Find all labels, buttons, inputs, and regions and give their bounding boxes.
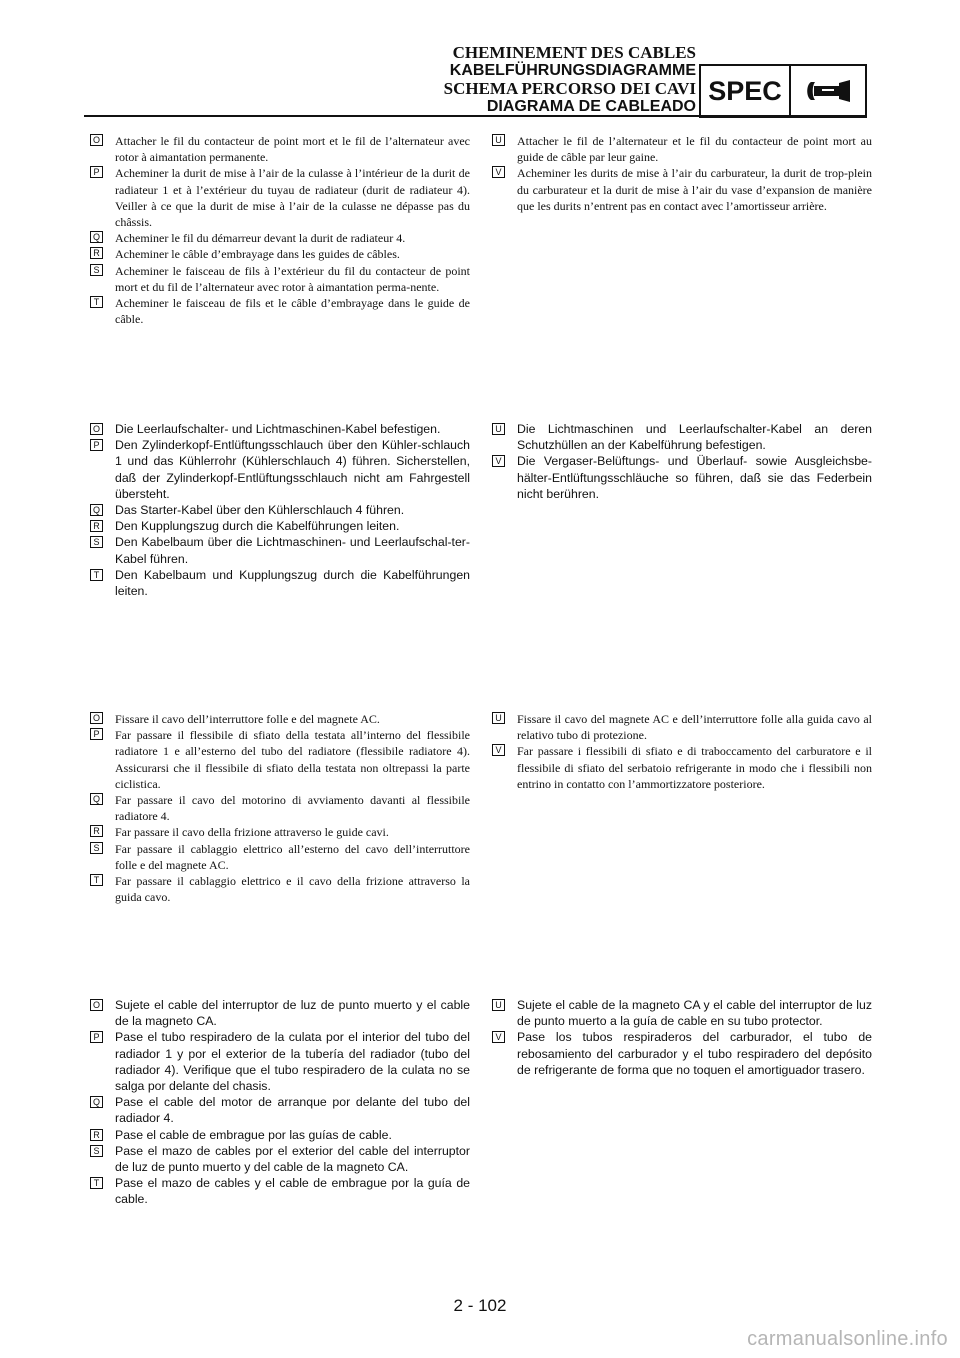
instruction-text: Den Zylinderkopf-Entlüftungsschlauch über den Kühler-schlauch 1 und das Kühlerrohr (Kühlerschlauch 4) führen. Sicherstellen, daß der Zylinderkopf-Entlüftungsschlauch nicht am Fahrgestell übersteht.: [115, 438, 470, 501]
step-marker: Q: [90, 504, 103, 516]
step-marker: O: [90, 712, 103, 724]
instruction-item: [90, 841, 470, 873]
instruction-item: [90, 792, 470, 824]
instruction-item: [90, 534, 470, 566]
instruction-text: Pase los tubos respiraderos del carburador, el tubo de rebosamiento del carburador y el tubo respiradero del depósito de refrigerante de forma que no toquen el amortiguador trasero.: [517, 1030, 872, 1077]
instruction-text: Sujete el cable del interruptor de luz de punto muerto y el cable de la magneto CA.: [115, 998, 470, 1029]
instruction-item: [90, 873, 470, 905]
instruction-item: [90, 295, 470, 327]
instruction-item: [90, 711, 470, 727]
instruction-text: Die Leerlaufschalter- und Lichtmaschinen-Kabel befestigen.: [115, 422, 441, 436]
instruction-text: Far passare il cavo della frizione attraverso le guide cavi.: [115, 825, 389, 840]
instruction-item: [90, 421, 470, 437]
step-marker: T: [90, 296, 103, 308]
step-marker: R: [90, 247, 103, 259]
section-titles: [444, 44, 696, 116]
instruction-text: Far passare il cablaggio elettrico e il cavo della frizione attraverso la guida cavo.: [115, 874, 470, 905]
step-marker: Q: [90, 231, 103, 243]
instructions-german-left: [90, 421, 470, 599]
step-marker: V: [492, 1031, 505, 1043]
step-marker: S: [90, 536, 103, 548]
instructions-spanish-right: [492, 997, 872, 1078]
wrench-icon: [791, 66, 865, 116]
instruction-item: [90, 567, 470, 599]
instruction-text: Acheminer la durit de mise à l’air de la culasse à l’intérieur de la durit de radiateur 1 et à l’extérieur du tuyau de radiateur (durit de radiateur 4). Veiller à ce que la durit de mise à l’air de la culasse ne dépasse pas du châssis.: [115, 166, 470, 230]
step-marker: P: [90, 166, 103, 178]
step-marker: S: [90, 1145, 103, 1157]
instruction-text: Pase el cable del motor de arranque por delante del tubo del radiador 4.: [115, 1095, 470, 1126]
instruction-item: [492, 711, 872, 743]
instruction-text: Acheminer le câble d’embrayage dans les guides de câbles.: [115, 247, 400, 262]
instruction-item: [492, 997, 872, 1029]
spec-badge-label: SPEC: [701, 66, 791, 116]
instruction-text: Pase el tubo respiradero de la culata por el interior del tubo del radiador 1 y por el exterior de la tubería del radiador (tubo del radiador 4). Verifique que el tubo respiradero de la culata no se salga por delante del chasis.: [115, 1030, 470, 1094]
instruction-item: [90, 437, 470, 502]
step-marker: P: [90, 1031, 103, 1043]
instruction-item: [90, 1127, 470, 1143]
step-marker: P: [90, 439, 103, 451]
instruction-text: Acheminer les durits de mise à l’air du carburateur, la durit de trop-plein du carburateur et la durit de mise à l’air du vase d’expansion de manière que les durits n’entrent pas en contact avec l’amortisseur arrière.: [517, 166, 872, 213]
instruction-item: [90, 1029, 470, 1094]
instruction-text: Pase el mazo de cables por el exterior del cable del interruptor de luz de punto muerto y del cable de la magneto CA.: [115, 1143, 470, 1175]
instruction-text: Pase el cable de embrague por las guías de cable.: [115, 1127, 392, 1142]
instruction-text: Acheminer le faisceau de fils à l’extérieur du fil du contacteur de point mort et du fil de l’alternateur avec rotor à aimantation perma-nente.: [115, 263, 470, 294]
title-italian: SCHEMA PERCORSO DEI CAVI: [443, 79, 696, 98]
instruction-item: [90, 133, 470, 165]
title-german: KABELFÜHRUNGSDIAGRAMME: [449, 62, 696, 79]
instruction-item: [90, 824, 470, 840]
title-french: CHEMINEMENT DES CABLES: [452, 43, 696, 62]
instruction-item: [492, 421, 872, 453]
step-marker: U: [492, 712, 505, 724]
instruction-item: [492, 743, 872, 792]
instruction-text: Acheminer le fil du démarreur devant la durit de radiateur 4.: [115, 231, 406, 246]
step-marker: R: [90, 520, 103, 532]
step-marker: U: [492, 423, 505, 435]
step-marker: R: [90, 825, 103, 837]
step-marker: O: [90, 999, 103, 1011]
step-marker: R: [90, 1129, 103, 1141]
instruction-item: [90, 165, 470, 230]
instruction-text: Far passare il cablaggio elettrico all’esterno del cavo dell’interruttore folle e del magnete AC.: [115, 841, 470, 872]
instruction-text: Die Lichtmaschinen und Leerlaufschalter-Kabel an deren Schutzhüllen an der Kabelführung befestigen.: [517, 422, 872, 453]
instruction-text: Acheminer le faisceau de fils et le câble d’embrayage dans le guide de câble.: [115, 296, 470, 327]
step-marker: V: [492, 166, 505, 178]
instruction-item: [90, 727, 470, 792]
instruction-text: Das Starter-Kabel über den Kühlerschlauch 4 führen.: [115, 503, 405, 518]
instruction-item: [90, 1175, 470, 1207]
instruction-text: Den Kabelbaum und Kupplungszug durch die Kabelführungen leiten.: [115, 567, 470, 599]
watermark: carmanualsonline.info: [747, 1328, 948, 1350]
instruction-text: Attacher le fil du contacteur de point mort et le fil de l’alternateur avec rotor à aimantation permanente.: [115, 134, 470, 165]
instruction-text: Attacher le fil de l’alternateur et le fil du contacteur de point mort au guide de câble par leur gaine.: [517, 134, 872, 165]
instructions-german-right: [492, 421, 872, 502]
instruction-text: Fissare il cavo dell’interruttore folle e del magnete AC.: [115, 712, 380, 726]
instruction-item: [492, 133, 872, 165]
step-marker: O: [90, 423, 103, 435]
step-marker: T: [90, 1177, 103, 1189]
instructions-spanish-left: [90, 997, 470, 1208]
instruction-text: Far passare il flessibile di sfiato della testata all’interno del flessibile radiatore 1 e all’esterno del tubo del radiatore (flessibile radiatore 4). Assicurarsi che il flessibile di sfiato della testata non oltrepassi la parte ciclistica.: [115, 728, 470, 791]
instructions-italian-left: [90, 711, 470, 905]
step-marker: V: [492, 455, 505, 467]
instruction-text: Den Kupplungszug durch die Kabelführungen leiten.: [115, 519, 400, 534]
instruction-item: [90, 246, 470, 262]
instruction-item: [492, 1029, 872, 1078]
instruction-item: [492, 165, 872, 214]
instruction-item: [90, 230, 470, 246]
instruction-text: Far passare i flessibili di sfiato e di traboccamento del carburatore e il flessibile di sfiato del serbatoio refrigerante in modo che i flessibili non entrino in contatto con l’ammortizzatore posteriore.: [517, 744, 872, 791]
title-spanish: DIAGRAMA DE CABLEADO: [486, 98, 696, 115]
step-marker: T: [90, 569, 103, 581]
step-marker: S: [90, 264, 103, 276]
instruction-item: [90, 518, 470, 534]
instruction-text: Pase el mazo de cables y el cable de embrague por la guía de cable.: [115, 1176, 470, 1207]
instruction-item: [90, 502, 470, 518]
instruction-text: Far passare il cavo del motorino di avviamento davanti al flessibile radiatore 4.: [115, 793, 470, 824]
instruction-text: Den Kabelbaum über die Lichtmaschinen- und Leerlaufschal-ter-Kabel führen.: [115, 535, 470, 566]
step-marker: P: [90, 728, 103, 740]
step-marker: U: [492, 999, 505, 1011]
instructions-french-left: [90, 133, 470, 327]
instruction-item: [90, 1094, 470, 1126]
instruction-text: Sujete el cable de la magneto CA y el cable del interruptor de luz de punto muerto a la guía de cable en su tubo protector.: [517, 998, 872, 1029]
instructions-french-right: [492, 133, 872, 214]
page-number: 2 - 102: [453, 1296, 507, 1315]
step-marker: U: [492, 134, 505, 146]
step-marker: Q: [90, 793, 103, 805]
instruction-item: [90, 997, 470, 1029]
instruction-item: [90, 1143, 470, 1175]
instruction-text: Fissare il cavo del magnete AC e dell’interruttore folle alla guida cavo al relativo tubo di protezione.: [517, 712, 872, 743]
instructions-italian-right: [492, 711, 872, 792]
step-marker: O: [90, 134, 103, 146]
step-marker: V: [492, 744, 505, 756]
step-marker: T: [90, 874, 103, 886]
instruction-item: [90, 263, 470, 295]
step-marker: Q: [90, 1096, 103, 1108]
spec-badge: [699, 64, 867, 118]
instruction-item: [492, 453, 872, 502]
step-marker: S: [90, 842, 103, 854]
instruction-text: Die Vergaser-Belüftungs- und Überlauf- sowie Ausgleichsbe-hälter-Entlüftungsschläuche so führen, daß sie das Federbein nicht berühren.: [517, 454, 872, 501]
